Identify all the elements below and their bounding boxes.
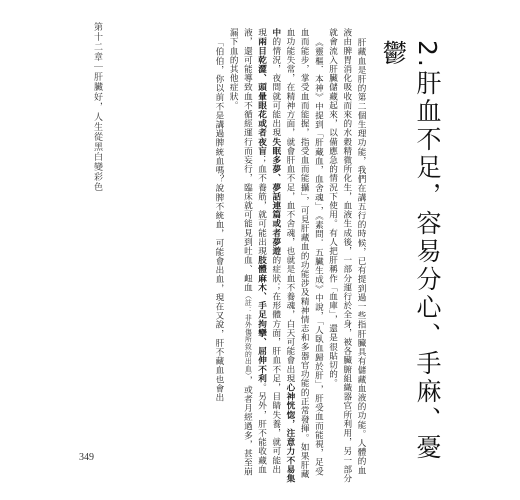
bold-phrase-4: 肢體麻木、手足拘攣、屈伸不利 <box>256 255 267 383</box>
paragraph-2-text: ，或者月經過多，甚至崩漏下血的其他症狀。 <box>228 28 253 477</box>
paragraph-2-text: 。另外，肝不能收藏血液，還可能導致血不循經運行而妄行，臨床就可能見到吐血、衄血 <box>242 28 267 474</box>
paragraph-3: 「伯伯，你以前不是講過脾統血嗎？說脾不統血，可能會出血，現在又說，肝不藏血也會出 <box>213 38 224 403</box>
section-heading <box>379 40 444 480</box>
paragraph-2 <box>226 28 325 483</box>
section-number: 2. <box>413 40 442 70</box>
page-number: 349 <box>79 452 94 463</box>
bold-phrase-3: 兩目乾澀、頭暈眼花或者夜盲 <box>256 37 267 156</box>
paragraph-2-text: 的情況，夜間就可能出現 <box>270 37 281 138</box>
running-header: 第十二章｜肝臟好，人生從黑白變彩色 <box>92 22 102 192</box>
body-text <box>68 28 368 483</box>
bold-phrase-1: 心神恍惚，注意力不易集中 <box>270 28 295 483</box>
annotation-note: （註：非外傷所致的出血） <box>243 291 252 377</box>
paragraph-1: 肝藏血是肝的第二個生理功能，我們在講五行的時候，已有提到過一些指肝臟具有儲藏血液的功能。人體的血液由脾胃消化吸收而來的水穀精微所化生，血液生成後，一部分運行於全身，被各臟腑組織器官所利用，另一部分就會流入肝臟儲藏起來，以備應急的情況下使用。有人把肝稱作「血庫」，還是很貼切的。 <box>327 28 366 483</box>
paragraph-2-text: 的症狀；在形體方面，肝血不足，目睛失養，就可能出現 <box>256 28 281 474</box>
section-title: 肝血不足，容易分心、手麻、憂鬱 <box>379 40 442 462</box>
paragraph-2-text: ；血不養筋，就可能出現 <box>256 155 267 256</box>
paragraph-2-text: 《靈樞．本神》中提到「肝藏血，血舍魂」，《素問．五臟生成》中說，「人臥血歸於肝」，肝受血而能視，足受血而能步，掌受血而能握，指受血而能攝」，可見肝藏血的功能涉及精神情志和多器官功能的正常發揮。如果肝藏血功能失常，在精神方面，就會肝血不足，血不舍魂，也就是血不養魂，白天可能會出現 <box>284 28 324 479</box>
bold-phrase-2: 失眠多夢、夢話連篇或者夢遊 <box>270 137 281 256</box>
